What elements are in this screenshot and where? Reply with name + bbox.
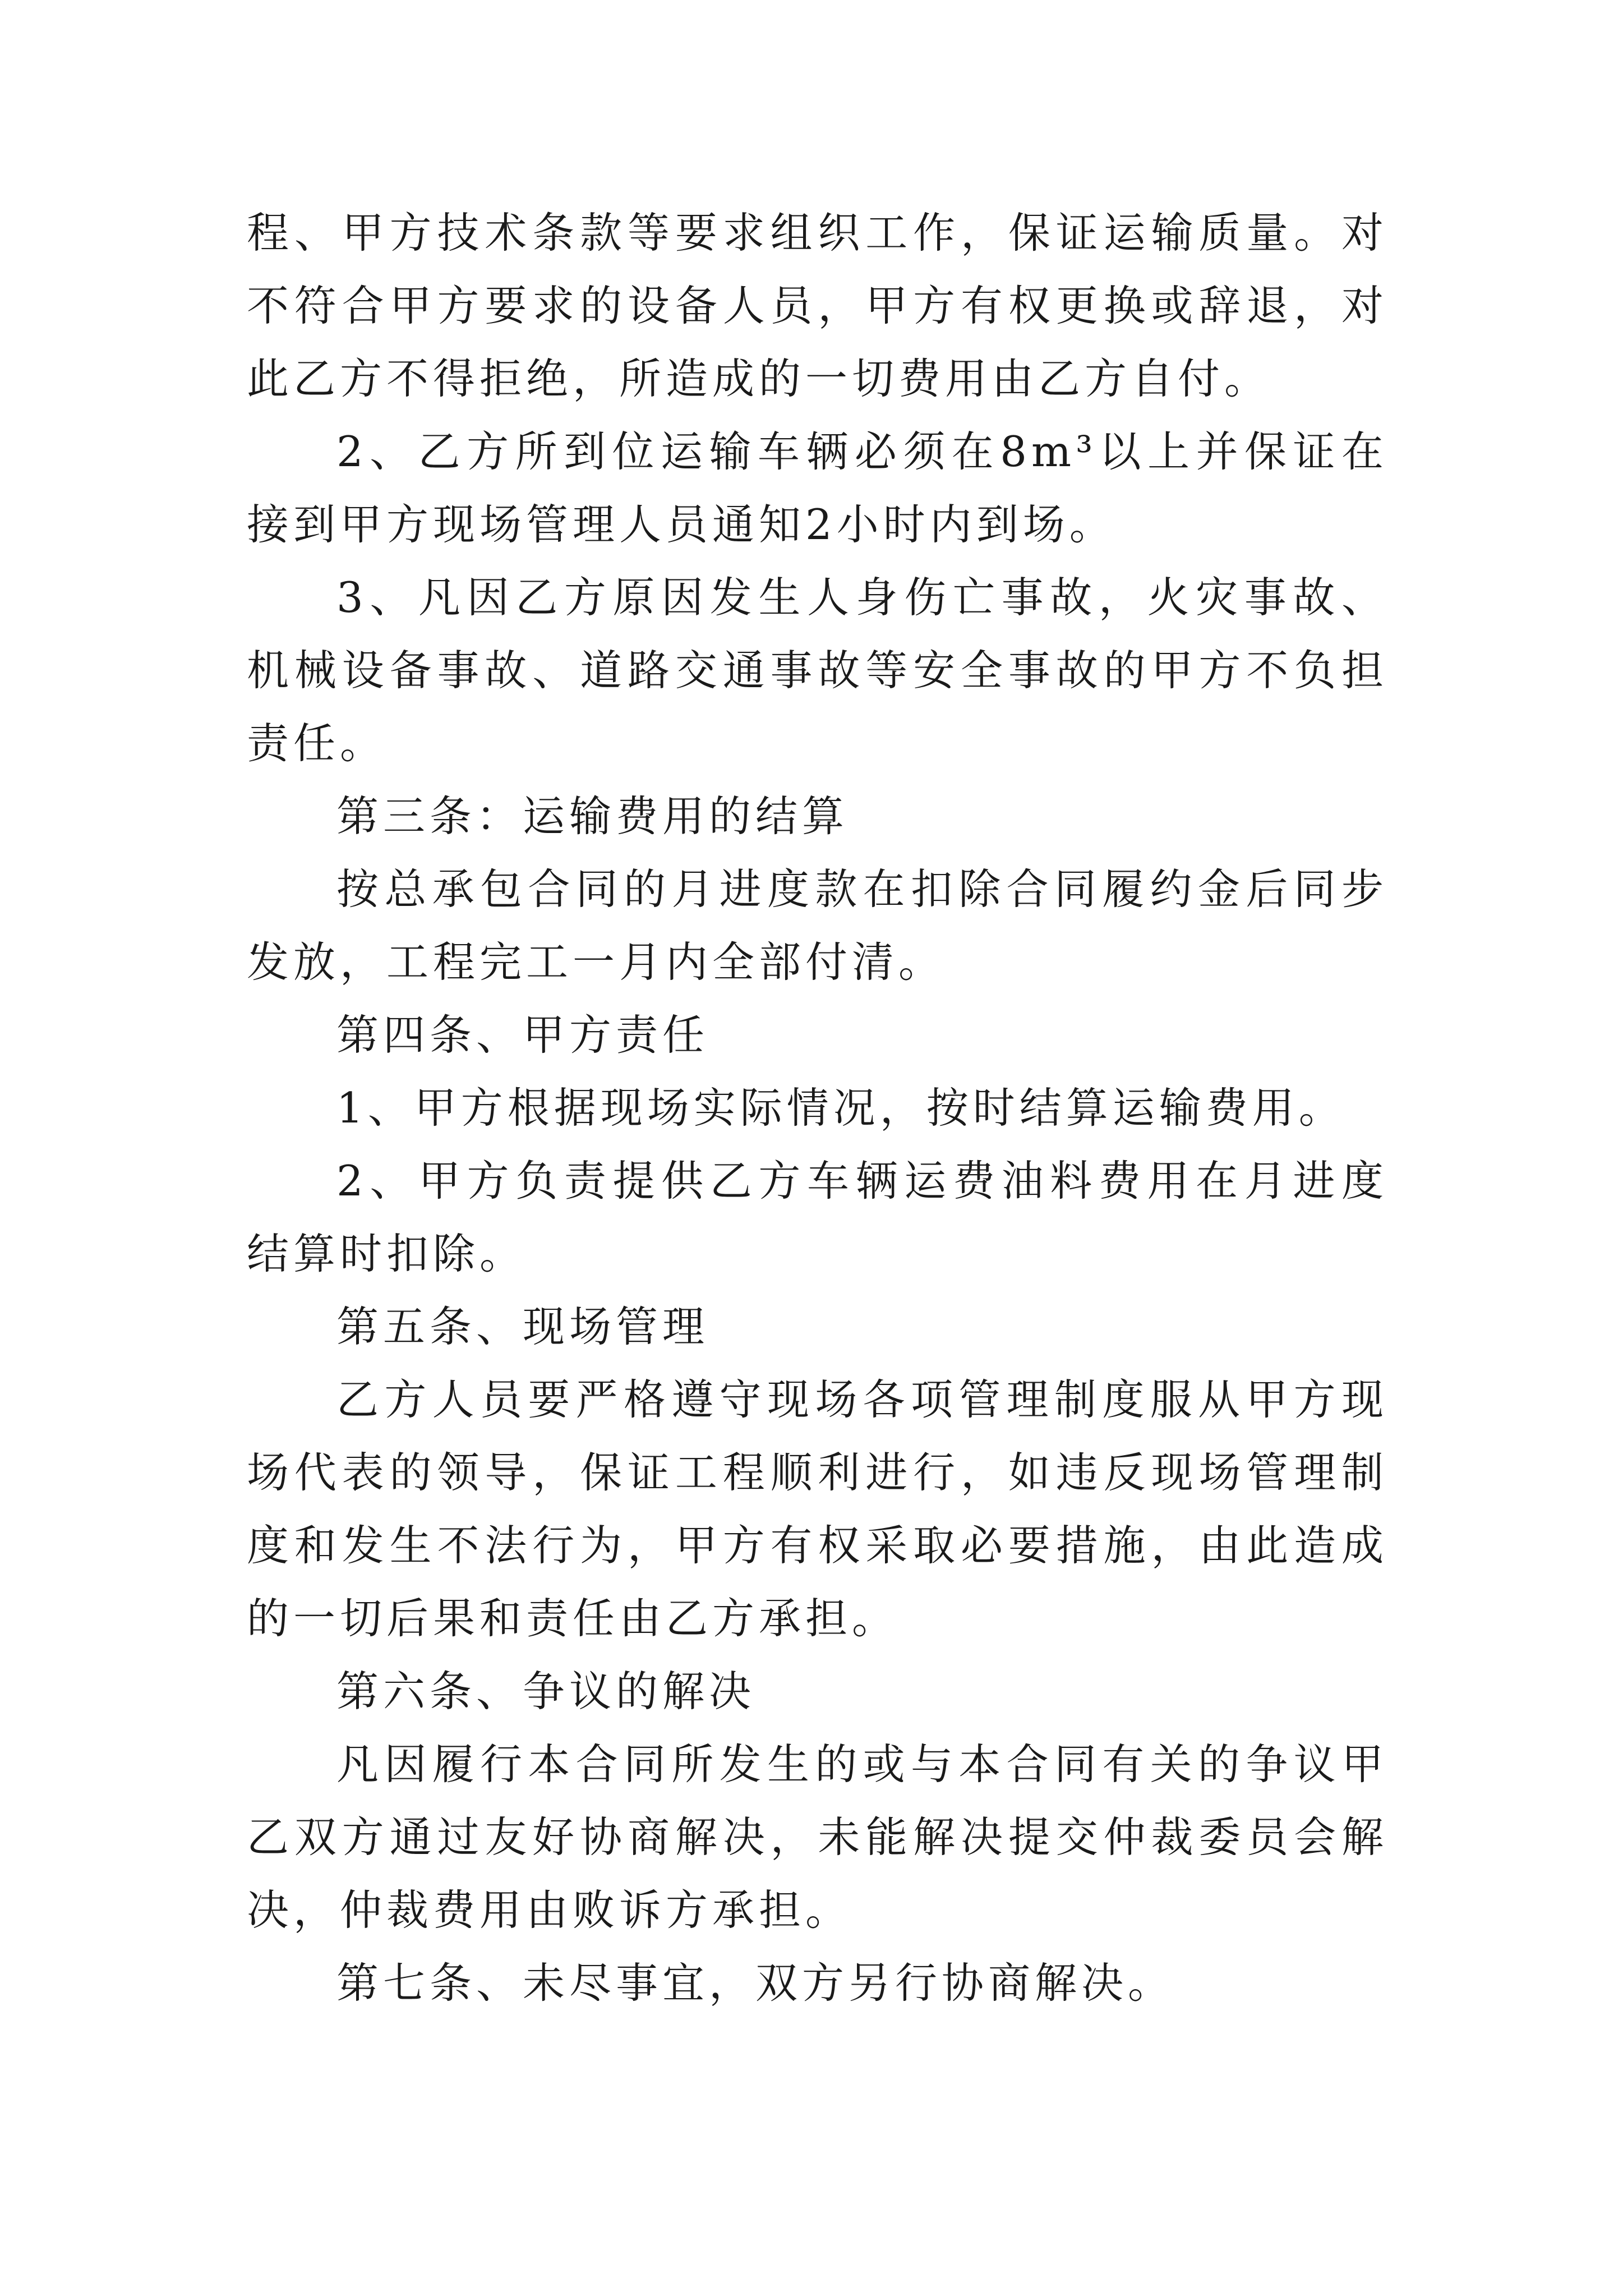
section-heading-article-4: 第四条、甲方责任 xyxy=(336,1010,709,1060)
paragraph-settlement: 按总承包合同的月进度款在扣除合同履约金后同步发放，工程完工一月内全部付清。 xyxy=(247,864,1388,987)
paragraph-party-a-2: 2、甲方负责提供乙方车辆运费油料费用在月进度结算时扣除。 xyxy=(247,1156,1388,1278)
paragraph-clause-2: 2、乙方所到位运输车辆必须在8m³以上并保证在接到甲方现场管理人员通知2小时内到场。 xyxy=(247,427,1388,549)
section-heading-article-3: 第三条：运输费用的结算 xyxy=(336,792,849,841)
paragraph-site-management: 乙方人员要严格遵守现场各项管理制度服从甲方现场代表的领导，保证工程顺利进行，如违反现场管理制度和发生不法行为，甲方有权采取必要措施，由此造成的一切后果和责任由乙方承担。 xyxy=(247,1375,1388,1643)
paragraph-continuation: 程、甲方技术条款等要求组织工作，保证运输质量。对不符合甲方要求的设备人员，甲方有权更换或辞退，对此乙方不得拒绝，所造成的一切费用由乙方自付。 xyxy=(247,208,1388,403)
paragraph-dispute-resolution: 凡因履行本合同所发生的或与本合同有关的争议甲乙双方通过友好协商解决，未能解决提交仲裁委员会解决，仲裁费用由败诉方承担。 xyxy=(247,1740,1388,1935)
section-heading-article-7: 第七条、未尽事宜，双方另行协商解决。 xyxy=(336,1958,1175,2008)
contract-body xyxy=(247,196,1388,2019)
section-heading-article-6: 第六条、争议的解决 xyxy=(336,1667,756,1716)
paragraph-party-a-1: 1、甲方根据现场实际情况，按时结算运输费用。 xyxy=(336,1083,1345,1133)
section-heading-article-5: 第五条、现场管理 xyxy=(336,1302,709,1351)
paragraph-clause-3: 3、凡因乙方原因发生人身伤亡事故，火灾事故、机械设备事故、道路交通事故等安全事故的甲方不负担责任。 xyxy=(247,573,1388,768)
